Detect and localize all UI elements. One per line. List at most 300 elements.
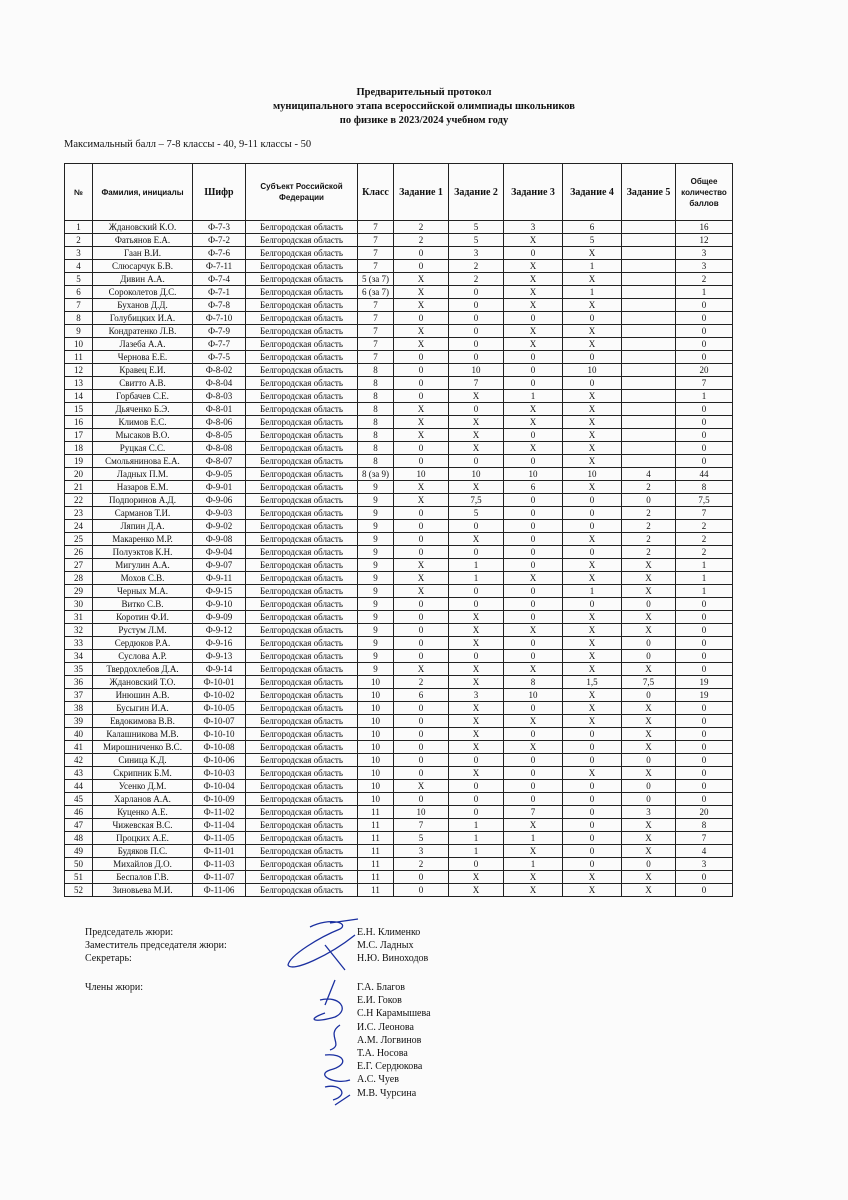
cell-task-2: 0: [449, 546, 504, 559]
cell-grade: 8: [358, 364, 394, 377]
cell-region: Белгородская область: [246, 273, 358, 286]
cell-region: Белгородская область: [246, 585, 358, 598]
cell-task-5: [622, 429, 676, 442]
cell-total: 0: [676, 754, 733, 767]
cell-task-2: 0: [449, 793, 504, 806]
cell-name: Скрипник Б.М.: [93, 767, 193, 780]
cell-grade: 8: [358, 429, 394, 442]
cell-task-2: 1: [449, 819, 504, 832]
cell-number: 43: [65, 767, 93, 780]
jury-members-label: Члены жюри:: [85, 982, 144, 993]
cell-region: Белгородская область: [246, 806, 358, 819]
cell-total: 7,5: [676, 494, 733, 507]
cell-task-4: 0: [563, 754, 622, 767]
cell-task-3: 0: [504, 364, 563, 377]
cell-task-2: 3: [449, 689, 504, 702]
cell-number: 31: [65, 611, 93, 624]
cell-task-3: 0: [504, 793, 563, 806]
cell-region: Белгородская область: [246, 351, 358, 364]
cell-task-4: 0: [563, 377, 622, 390]
cell-name: Руцкая С.С.: [93, 442, 193, 455]
cell-task-2: 1: [449, 559, 504, 572]
cell-number: 12: [65, 364, 93, 377]
cell-task-4: X: [563, 767, 622, 780]
cell-task-2: X: [449, 715, 504, 728]
cell-number: 26: [65, 546, 93, 559]
cell-task-1: 0: [394, 741, 449, 754]
cell-grade: 7: [358, 221, 394, 234]
cell-number: 33: [65, 637, 93, 650]
cell-total: 20: [676, 806, 733, 819]
cell-task-4: X: [563, 650, 622, 663]
cell-task-4: X: [563, 637, 622, 650]
cell-task-3: 0: [504, 650, 563, 663]
cell-number: 5: [65, 273, 93, 286]
cell-task-2: X: [449, 390, 504, 403]
cell-task-3: 0: [504, 455, 563, 468]
table-row: [65, 442, 733, 455]
cell-cipher: Ф-7-2: [193, 234, 246, 247]
cell-name: Калашникова М.В.: [93, 728, 193, 741]
cell-task-5: [622, 364, 676, 377]
cell-task-5: [622, 221, 676, 234]
cell-task-3: 8: [504, 676, 563, 689]
cell-grade: 11: [358, 884, 394, 897]
cell-grade: 10: [358, 741, 394, 754]
cell-total: 0: [676, 871, 733, 884]
cell-task-5: 2: [622, 481, 676, 494]
cell-task-3: 6: [504, 481, 563, 494]
cell-cipher: Ф-9-04: [193, 546, 246, 559]
cell-task-4: X: [563, 273, 622, 286]
cell-name: Харланов А.А.: [93, 793, 193, 806]
cell-region: Белгородская область: [246, 442, 358, 455]
cell-task-2: 0: [449, 299, 504, 312]
cell-cipher: Ф-10-08: [193, 741, 246, 754]
cell-task-2: 0: [449, 312, 504, 325]
cell-name: Ждановский К.О.: [93, 221, 193, 234]
cell-task-5: X: [622, 559, 676, 572]
cell-task-3: X: [504, 845, 563, 858]
cell-total: 1: [676, 286, 733, 299]
cell-total: 0: [676, 624, 733, 637]
cell-total: 0: [676, 442, 733, 455]
table-row: [65, 741, 733, 754]
cell-number: 30: [65, 598, 93, 611]
name-secretary: Н.Ю. Виноходов: [357, 953, 429, 964]
cell-number: 3: [65, 247, 93, 260]
cell-task-1: X: [394, 286, 449, 299]
col-task-3: Задание 3: [504, 164, 563, 221]
cell-task-1: X: [394, 273, 449, 286]
cell-name: Свитто А.В.: [93, 377, 193, 390]
cell-task-3: 0: [504, 637, 563, 650]
cell-total: 0: [676, 650, 733, 663]
cell-task-1: X: [394, 494, 449, 507]
cell-name: Черных М.А.: [93, 585, 193, 598]
cell-cipher: Ф-7-4: [193, 273, 246, 286]
cell-number: 29: [65, 585, 93, 598]
table-row: [65, 481, 733, 494]
cell-region: Белгородская область: [246, 312, 358, 325]
cell-cipher: Ф-9-13: [193, 650, 246, 663]
cell-task-5: [622, 234, 676, 247]
cell-task-1: 0: [394, 793, 449, 806]
cell-task-5: 2: [622, 520, 676, 533]
table-row: [65, 715, 733, 728]
cell-grade: 9: [358, 624, 394, 637]
cell-total: 0: [676, 663, 733, 676]
cell-task-1: 0: [394, 364, 449, 377]
table-row: [65, 884, 733, 897]
table-row: [65, 585, 733, 598]
cell-task-1: 0: [394, 312, 449, 325]
cell-number: 47: [65, 819, 93, 832]
cell-number: 35: [65, 663, 93, 676]
document-subtitle-year: по физике в 2023/2024 учебном году: [339, 115, 509, 126]
cell-total: 0: [676, 351, 733, 364]
cell-number: 48: [65, 832, 93, 845]
table-row: [65, 494, 733, 507]
col-name: Фамилия, инициалы: [93, 164, 193, 221]
cell-region: Белгородская область: [246, 650, 358, 663]
cell-task-4: X: [563, 481, 622, 494]
cell-name: Климов Е.С.: [93, 416, 193, 429]
table-row: [65, 312, 733, 325]
cell-number: 41: [65, 741, 93, 754]
cell-task-2: 1: [449, 572, 504, 585]
cell-task-5: X: [622, 767, 676, 780]
cell-task-2: 5: [449, 507, 504, 520]
cell-task-5: 0: [622, 858, 676, 871]
cell-task-4: X: [563, 572, 622, 585]
cell-number: 40: [65, 728, 93, 741]
cell-name: Сердюков Р.А.: [93, 637, 193, 650]
table-row: [65, 650, 733, 663]
cell-total: 1: [676, 559, 733, 572]
cell-task-2: 0: [449, 780, 504, 793]
cell-task-3: 0: [504, 611, 563, 624]
results-table: [64, 163, 733, 897]
cell-region: Белгородская область: [246, 884, 358, 897]
col-task-1: Задание 1: [394, 164, 449, 221]
cell-grade: 8: [358, 403, 394, 416]
cell-task-3: 3: [504, 221, 563, 234]
cell-task-1: X: [394, 299, 449, 312]
cell-name: Слюсарчук Б.В.: [93, 260, 193, 273]
table-row: [65, 728, 733, 741]
cell-task-2: 7,5: [449, 494, 504, 507]
cell-number: 22: [65, 494, 93, 507]
cell-grade: 10: [358, 715, 394, 728]
cell-grade: 10: [358, 702, 394, 715]
cell-cipher: Ф-11-02: [193, 806, 246, 819]
cell-task-3: 0: [504, 702, 563, 715]
cell-name: Рустум Л.М.: [93, 624, 193, 637]
cell-task-5: [622, 247, 676, 260]
cell-task-1: 0: [394, 442, 449, 455]
cell-name: Евдокимова В.В.: [93, 715, 193, 728]
table-row: [65, 247, 733, 260]
cell-task-2: 0: [449, 403, 504, 416]
cell-name: Мысаков В.О.: [93, 429, 193, 442]
cell-region: Белгородская область: [246, 819, 358, 832]
cell-region: Белгородская область: [246, 429, 358, 442]
cell-name: Голубицких И.А.: [93, 312, 193, 325]
cell-region: Белгородская область: [246, 780, 358, 793]
cell-task-5: 0: [622, 689, 676, 702]
cell-task-5: [622, 377, 676, 390]
cell-task-5: X: [622, 585, 676, 598]
cell-grade: 10: [358, 780, 394, 793]
cell-task-3: 0: [504, 520, 563, 533]
cell-task-1: 2: [394, 234, 449, 247]
cell-total: 0: [676, 728, 733, 741]
cell-region: Белгородская область: [246, 767, 358, 780]
cell-task-1: 0: [394, 728, 449, 741]
cell-region: Белгородская область: [246, 741, 358, 754]
table-header-row: [65, 164, 733, 221]
cell-task-4: 0: [563, 793, 622, 806]
cell-grade: 8: [358, 390, 394, 403]
jury-member-name: Т.А. Носова: [357, 1048, 408, 1059]
cell-task-4: X: [563, 325, 622, 338]
cell-task-4: 0: [563, 494, 622, 507]
cell-number: 9: [65, 325, 93, 338]
cell-region: Белгородская область: [246, 338, 358, 351]
cell-name: Горбачев С.Е.: [93, 390, 193, 403]
cell-task-3: X: [504, 819, 563, 832]
cell-task-5: [622, 260, 676, 273]
cell-task-3: X: [504, 741, 563, 754]
col-total: Общее количество баллов: [676, 164, 733, 221]
cell-number: 11: [65, 351, 93, 364]
cell-task-5: X: [622, 728, 676, 741]
cell-task-3: 1: [504, 832, 563, 845]
cell-task-1: 0: [394, 390, 449, 403]
table-row: [65, 754, 733, 767]
cell-task-4: X: [563, 689, 622, 702]
cell-task-4: X: [563, 871, 622, 884]
cell-total: 0: [676, 793, 733, 806]
cell-number: 32: [65, 624, 93, 637]
cell-total: 12: [676, 234, 733, 247]
cell-task-4: 0: [563, 845, 622, 858]
cell-task-4: X: [563, 338, 622, 351]
cell-task-2: 10: [449, 364, 504, 377]
cell-name: Сарманов Т.И.: [93, 507, 193, 520]
cell-task-4: 0: [563, 507, 622, 520]
cell-task-1: X: [394, 429, 449, 442]
cell-task-1: 0: [394, 598, 449, 611]
cell-task-2: 0: [449, 585, 504, 598]
cell-task-5: [622, 455, 676, 468]
cell-task-5: [622, 403, 676, 416]
cell-task-3: X: [504, 884, 563, 897]
cell-task-5: 0: [622, 793, 676, 806]
cell-task-3: 0: [504, 377, 563, 390]
cell-name: Твердохлебов Д.А.: [93, 663, 193, 676]
cell-grade: 9: [358, 663, 394, 676]
cell-task-4: 1: [563, 286, 622, 299]
cell-total: 8: [676, 819, 733, 832]
cell-grade: 7: [358, 351, 394, 364]
cell-task-3: X: [504, 299, 563, 312]
cell-task-1: 10: [394, 468, 449, 481]
cell-task-1: X: [394, 481, 449, 494]
cell-task-3: 10: [504, 468, 563, 481]
role-chair: Председатель жюри:: [85, 927, 174, 938]
cell-grade: 9: [358, 585, 394, 598]
cell-region: Белгородская область: [246, 598, 358, 611]
cell-name: Мирошниченко В.С.: [93, 741, 193, 754]
cell-total: 0: [676, 780, 733, 793]
cell-task-1: 0: [394, 351, 449, 364]
cell-cipher: Ф-9-12: [193, 624, 246, 637]
cell-total: 7: [676, 377, 733, 390]
table-row: [65, 663, 733, 676]
cell-task-2: 0: [449, 650, 504, 663]
table-row: [65, 832, 733, 845]
table-row: [65, 234, 733, 247]
cell-name: Витко С.В.: [93, 598, 193, 611]
cell-grade: 9: [358, 533, 394, 546]
cell-grade: 8: [358, 455, 394, 468]
cell-task-4: 10: [563, 468, 622, 481]
cell-total: 3: [676, 858, 733, 871]
cell-cipher: Ф-10-02: [193, 689, 246, 702]
cell-number: 37: [65, 689, 93, 702]
cell-region: Белгородская область: [246, 754, 358, 767]
cell-task-1: 0: [394, 611, 449, 624]
cell-task-1: 5: [394, 832, 449, 845]
cell-cipher: Ф-9-11: [193, 572, 246, 585]
col-grade: Класс: [358, 164, 394, 221]
cell-name: Ляпин Д.А.: [93, 520, 193, 533]
cell-number: 18: [65, 442, 93, 455]
cell-total: 2: [676, 546, 733, 559]
cell-task-1: 2: [394, 221, 449, 234]
cell-cipher: Ф-9-08: [193, 533, 246, 546]
cell-region: Белгородская область: [246, 793, 358, 806]
cell-region: Белгородская область: [246, 533, 358, 546]
cell-task-4: 0: [563, 832, 622, 845]
cell-task-2: 0: [449, 858, 504, 871]
cell-region: Белгородская область: [246, 858, 358, 871]
cell-cipher: Ф-9-01: [193, 481, 246, 494]
table-row: [65, 507, 733, 520]
cell-task-3: 0: [504, 585, 563, 598]
col-task-4: Задание 4: [563, 164, 622, 221]
cell-cipher: Ф-9-16: [193, 637, 246, 650]
cell-region: Белгородская область: [246, 377, 358, 390]
cell-cipher: Ф-10-10: [193, 728, 246, 741]
cell-number: 50: [65, 858, 93, 871]
cell-grade: 11: [358, 819, 394, 832]
table-row: [65, 858, 733, 871]
cell-task-3: X: [504, 416, 563, 429]
cell-task-3: 1: [504, 858, 563, 871]
cell-grade: 10: [358, 767, 394, 780]
cell-region: Белгородская область: [246, 702, 358, 715]
cell-task-2: X: [449, 533, 504, 546]
cell-total: 0: [676, 715, 733, 728]
cell-task-4: X: [563, 403, 622, 416]
cell-grade: 8: [358, 377, 394, 390]
cell-number: 28: [65, 572, 93, 585]
cell-grade: 9: [358, 507, 394, 520]
cell-grade: 9: [358, 520, 394, 533]
cell-task-1: X: [394, 585, 449, 598]
cell-task-2: X: [449, 702, 504, 715]
table-row: [65, 221, 733, 234]
cell-task-5: 2: [622, 507, 676, 520]
cell-grade: 10: [358, 728, 394, 741]
cell-task-1: X: [394, 325, 449, 338]
cell-total: 16: [676, 221, 733, 234]
col-task-2: Задание 2: [449, 164, 504, 221]
cell-task-1: 7: [394, 819, 449, 832]
cell-cipher: Ф-8-01: [193, 403, 246, 416]
col-task-5: Задание 5: [622, 164, 676, 221]
cell-cipher: Ф-7-11: [193, 260, 246, 273]
cell-task-4: 0: [563, 741, 622, 754]
cell-total: 0: [676, 767, 733, 780]
cell-region: Белгородская область: [246, 572, 358, 585]
cell-cipher: Ф-10-01: [193, 676, 246, 689]
cell-total: 2: [676, 520, 733, 533]
cell-number: 6: [65, 286, 93, 299]
cell-region: Белгородская область: [246, 611, 358, 624]
cell-task-5: X: [622, 663, 676, 676]
cell-number: 16: [65, 416, 93, 429]
table-row: [65, 793, 733, 806]
signature-chair-icon: [270, 915, 370, 975]
cell-task-3: X: [504, 624, 563, 637]
document-subtitle: муниципального этапа всероссийской олимпиады школьников: [273, 101, 575, 112]
cell-cipher: Ф-7-7: [193, 338, 246, 351]
cell-task-4: 0: [563, 780, 622, 793]
cell-region: Белгородская область: [246, 728, 358, 741]
cell-number: 19: [65, 455, 93, 468]
cell-task-2: X: [449, 611, 504, 624]
cell-task-5: [622, 338, 676, 351]
cell-task-2: 5: [449, 221, 504, 234]
cell-region: Белгородская область: [246, 689, 358, 702]
cell-task-2: 2: [449, 273, 504, 286]
cell-cipher: Ф-9-15: [193, 585, 246, 598]
cell-region: Белгородская область: [246, 845, 358, 858]
cell-name: Процких А.Е.: [93, 832, 193, 845]
cell-grade: 8 (за 9): [358, 468, 394, 481]
table-row: [65, 468, 733, 481]
cell-region: Белгородская область: [246, 390, 358, 403]
cell-number: 42: [65, 754, 93, 767]
table-row: [65, 338, 733, 351]
cell-task-3: 0: [504, 728, 563, 741]
cell-region: Белгородская область: [246, 364, 358, 377]
cell-task-3: 0: [504, 559, 563, 572]
cell-region: Белгородская область: [246, 507, 358, 520]
cell-cipher: Ф-9-07: [193, 559, 246, 572]
cell-task-3: 0: [504, 351, 563, 364]
cell-task-3: 0: [504, 533, 563, 546]
cell-task-2: X: [449, 728, 504, 741]
cell-cipher: Ф-10-05: [193, 702, 246, 715]
cell-total: 2: [676, 273, 733, 286]
table-row: [65, 767, 733, 780]
cell-grade: 7: [358, 338, 394, 351]
